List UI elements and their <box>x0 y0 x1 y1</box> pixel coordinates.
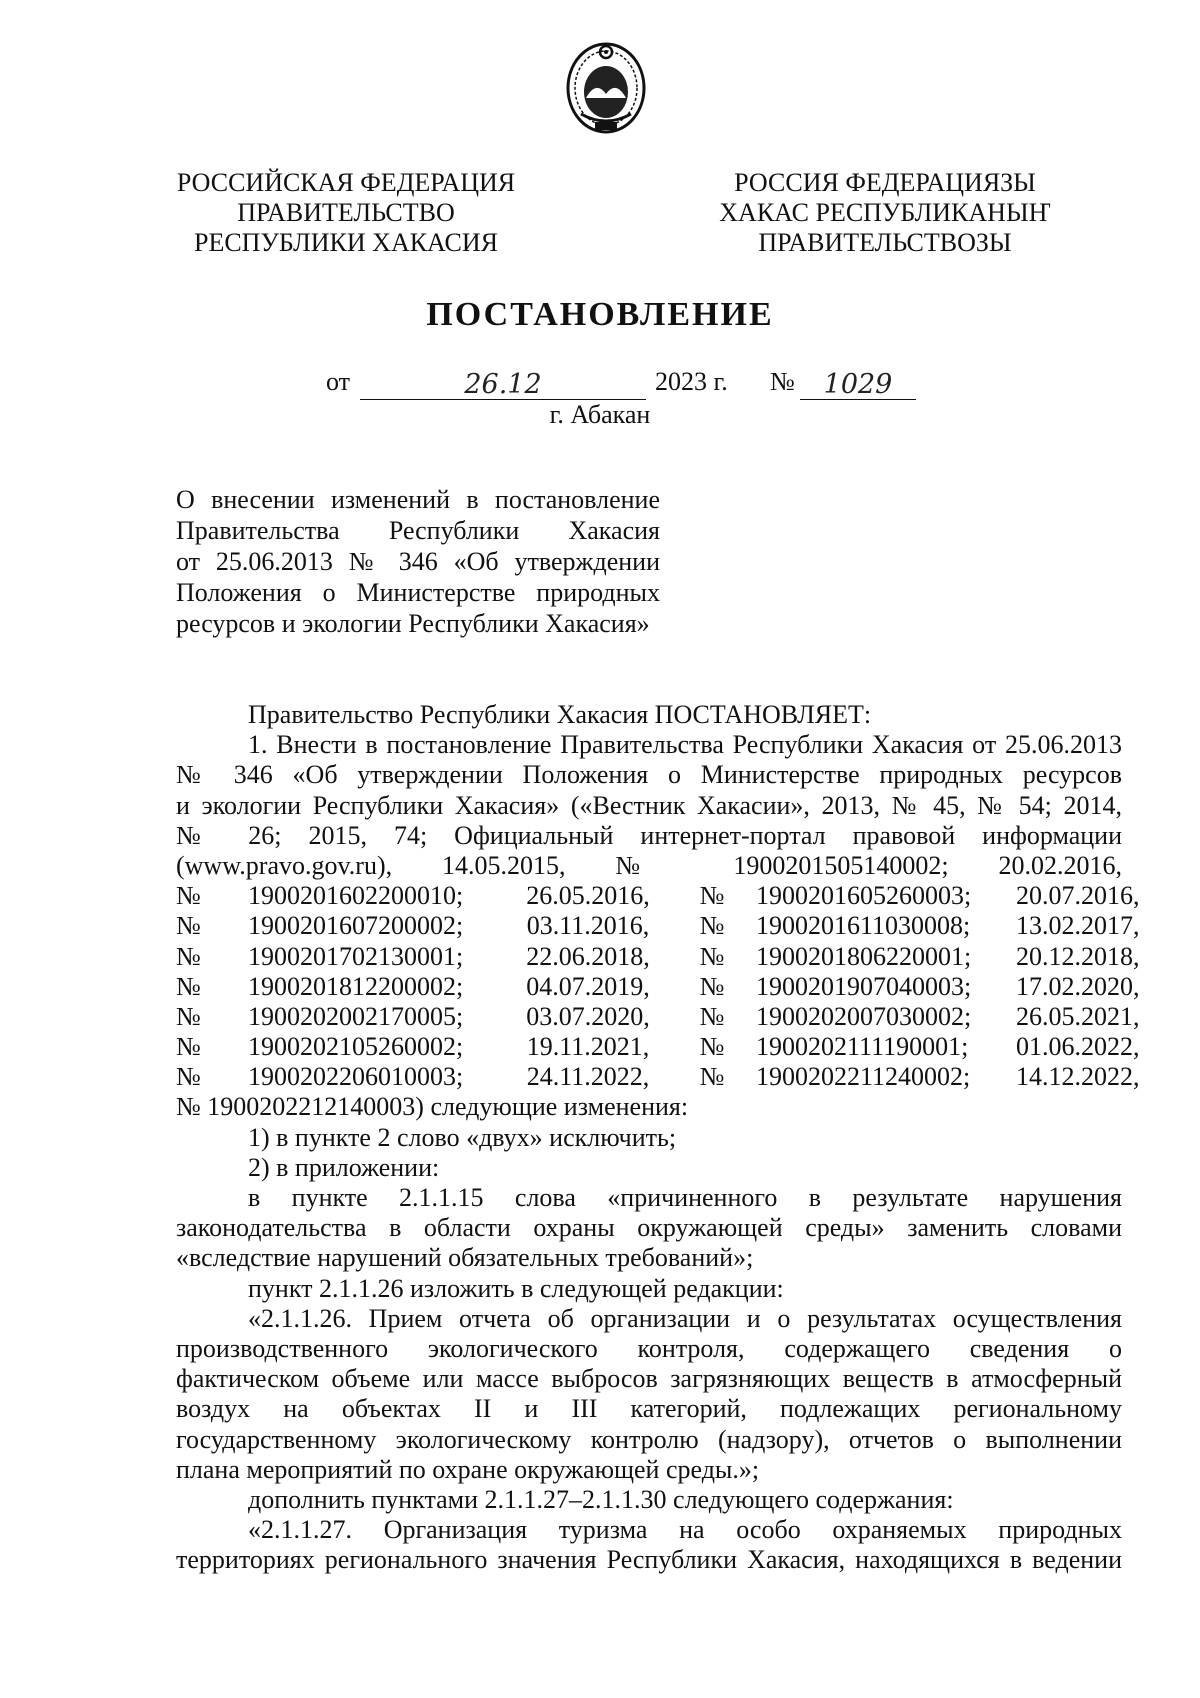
number-label: № <box>770 367 795 396</box>
registry-row: № 1900201607200002; 03.11.2016, № 1900201611030008; 13.02.2017, <box>176 911 1140 941</box>
subject-line: Правительства Республики Хакасия <box>176 516 660 545</box>
header-right-line: ХАКАС РЕСПУБЛИКАНЫҤ <box>719 198 1051 227</box>
subject-line: ресурсов и экологии Республики Хакасия» <box>176 609 650 638</box>
header-left-line: РЕСПУБЛИКИ ХАКАСИЯ <box>193 228 498 257</box>
document-title: ПОСТАНОВЛЕНИЕ <box>426 296 774 333</box>
body-line: и экологии Республики Хакасия» («Вестник Хакасии», 2013, № 45, № 54; 2014, <box>176 790 1122 820</box>
body-line: воздух на объектах II и III категорий, подлежащих региональному <box>176 1394 1122 1424</box>
registry-row: № 1900202002170005; 03.07.2020, № 1900202007030002; 26.05.2021, <box>176 1001 1140 1031</box>
body-line: в пункте 2.1.1.15 слова «причиненного в результате нарушения <box>248 1183 1122 1212</box>
body-line: территориях регионального значения Республики Хакасия, находящихся в ведении <box>176 1545 1122 1575</box>
document-body <box>176 700 1140 1575</box>
body-line: «вследствие нарушений обязательных требований»; <box>176 1243 754 1273</box>
registry-row: № 1900202105260002; 19.11.2021, № 1900202111190001; 01.06.2022, <box>176 1032 1140 1062</box>
header-left-line: РОССИЙСКАЯ ФЕДЕРАЦИЯ <box>176 168 516 197</box>
header-right-line: РОССИЯ ФЕДЕРАЦИЯЗЫ <box>734 168 1036 197</box>
body-line: № 1900202212140003) следующие изменения: <box>176 1092 689 1122</box>
handwritten-number: 1029 <box>800 369 916 400</box>
body-line: № 346 «Об утверждении Положения о Министерстве природных ресурсов <box>176 760 1122 790</box>
body-line: 2) в приложении: <box>248 1152 440 1182</box>
registry-row: № 1900202206010003; 24.11.2022, № 1900202211240002; 14.12.2022, <box>176 1062 1140 1092</box>
coat-of-arms-emblem <box>561 36 651 136</box>
header-left <box>176 168 516 258</box>
date-year: 2023 г. <box>655 367 728 396</box>
body-line: (www.pravo.gov.ru), 14.05.2015, № 1900201505140002; 20.02.2016, <box>176 850 1122 880</box>
city: г. Абакан <box>549 400 651 429</box>
document-subject <box>176 484 660 639</box>
registry-row: № 1900201812200002; 04.07.2019, № 1900201907040003; 17.02.2020, <box>176 971 1140 1001</box>
body-line: дополнить пунктами 2.1.1.27–2.1.1.30 следующего содержания: <box>248 1484 954 1514</box>
body-line: «2.1.1.27. Организация туризма на особо охраняемых природных <box>248 1515 1122 1545</box>
body-line: фактическом объеме или массе выбросов загрязняющих веществ в атмосферный <box>176 1364 1122 1394</box>
body-line: «2.1.1.26. Прием отчета об организации и о результатах осуществления <box>248 1303 1122 1333</box>
body-line: производственного экологического контроля, содержащего сведения о <box>176 1333 1122 1363</box>
body-line: Правительство Республики Хакасия ПОСТАНОВЛЯЕТ: <box>248 700 872 729</box>
header-right-line: ПРАВИТЕЛЬСТВОЗЫ <box>758 228 1012 257</box>
header-left-line: ПРАВИТЕЛЬСТВО <box>237 198 455 227</box>
subject-line: от 25.06.2013 № 346 «Об утверждении <box>176 547 660 576</box>
body-line: 1. Внести в постановление Правительства Республики Хакасия от 25.06.2013 <box>248 730 1122 760</box>
header-right <box>715 168 1055 258</box>
body-line: государственному экологическому контролю (надзору), отчетов о выполнении <box>176 1424 1122 1454</box>
body-line: № 26; 2015, 74; Официальный интернет-портал правовой информации <box>176 820 1122 850</box>
subject-line: Положения о Министерстве природных <box>176 578 660 607</box>
date-prefix: от <box>326 367 351 396</box>
body-line: 1) в пункте 2 слово «двух» исключить; <box>248 1122 677 1152</box>
subject-line: О внесении изменений в постановление <box>176 485 660 514</box>
registry-row: № 1900201602200010; 26.05.2016, № 1900201605260003; 20.07.2016, <box>176 881 1140 911</box>
body-line: плана мероприятий по охране окружающей среды.»; <box>176 1454 760 1484</box>
handwritten-date: 26.12 <box>360 369 646 400</box>
body-line: пункт 2.1.1.26 изложить в следующей редакции: <box>248 1273 784 1303</box>
body-line: законодательства в области охраны окружающей среды» заменить словами <box>176 1213 1122 1243</box>
registry-row: № 1900201702130001; 22.06.2018, № 1900201806220001; 20.12.2018, <box>176 941 1140 971</box>
